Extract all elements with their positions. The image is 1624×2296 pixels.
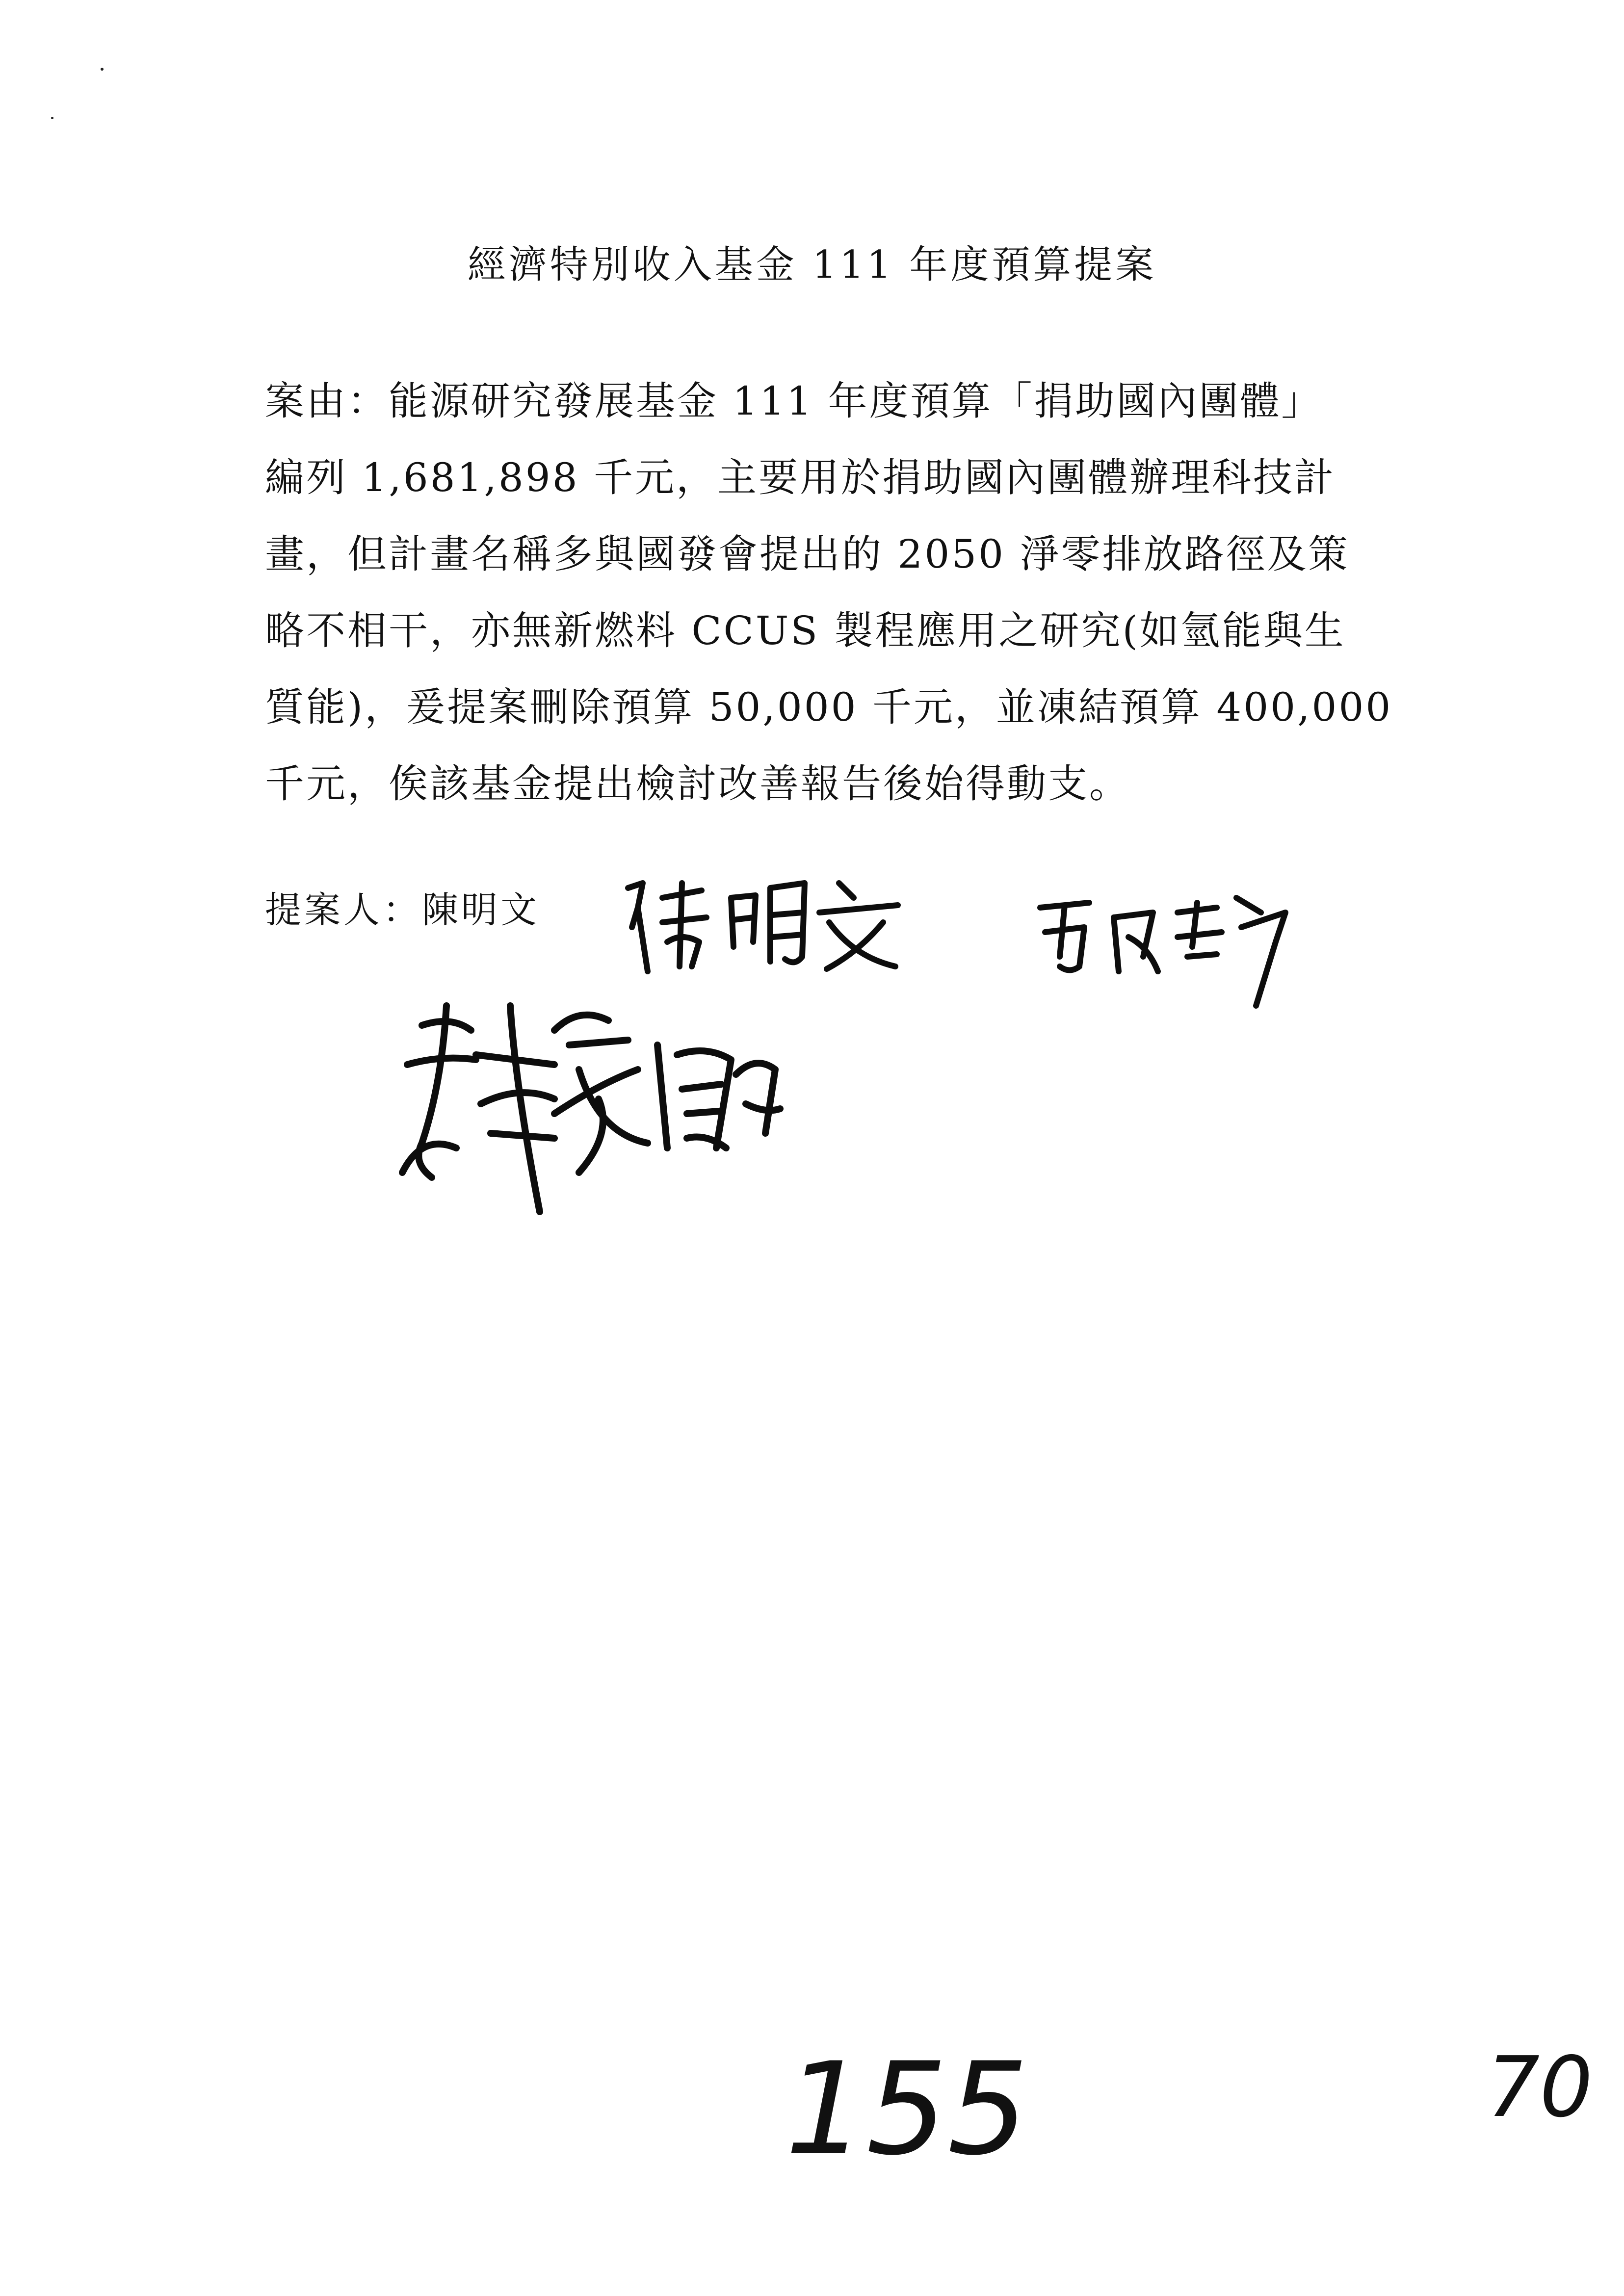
body-line: 略不相干，亦無新燃料 CCUS 製程應用之研究(如氫能與生 [265,608,1346,653]
handwritten-corner-number: 70 [1487,2039,1593,2136]
body-line: 案由：能源研究發展基金 111 年度預算「捐助國內團體」 [265,378,1323,424]
scan-speck [51,117,53,119]
proposal-body [265,363,1442,822]
document-title: 經濟特別收入基金 111 年度預算提案 [467,243,1157,287]
body-line: 千元，俟該基金提出檢討改善報告後始得動支。 [265,761,1130,807]
handwritten-page-number: 155 [785,2035,1029,2184]
body-line: 畫，但計畫名稱多與國發會提出的 2050 淨零排放路徑及策 [265,531,1350,577]
signature-chen-ming-wen [608,868,913,981]
signature-third [393,986,824,1222]
proposer-label: 提案人：陳明文 [265,889,540,931]
scan-speck [101,68,104,71]
body-line: 編列 1,681,898 千元，主要用於捐助國內團體辦理科技計 [265,455,1336,500]
body-line: 質能)，爰提案刪除預算 50,000 千元，並凍結預算 400,000 [265,684,1393,730]
signature-second [1030,883,1305,1011]
